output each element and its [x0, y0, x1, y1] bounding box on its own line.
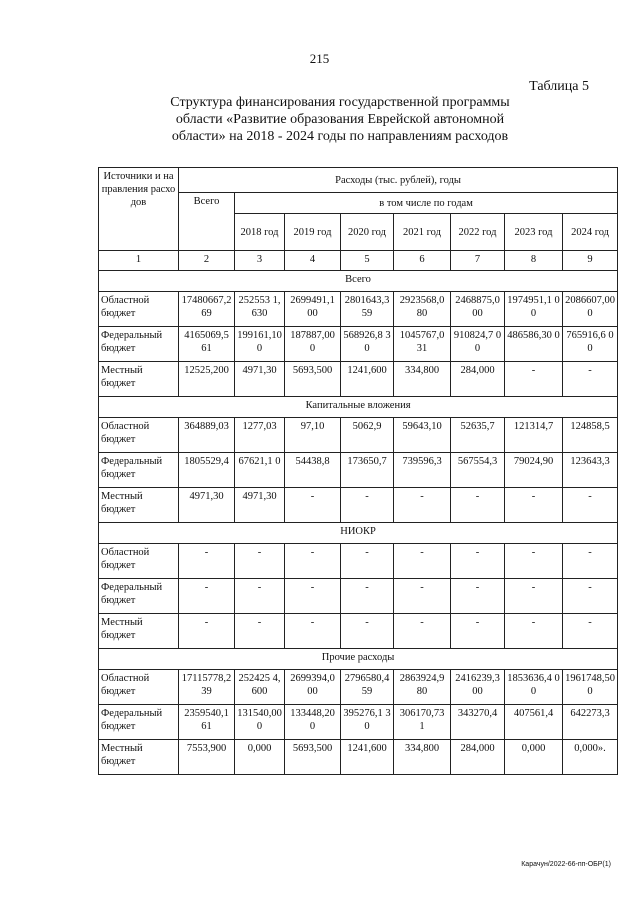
value-cell: 1805529,4 — [179, 453, 235, 488]
value-cell: - — [563, 614, 618, 649]
table-row — [99, 740, 618, 775]
value-cell: - — [341, 488, 394, 523]
header-year: 2023 год — [505, 214, 563, 251]
value-cell: 334,800 — [394, 362, 451, 397]
value-cell: - — [285, 488, 341, 523]
value-cell: 7553,900 — [179, 740, 235, 775]
row-label: Местный бюджет — [99, 614, 179, 649]
header-year: 2021 год — [394, 214, 451, 251]
row-label: Федеральный бюджет — [99, 579, 179, 614]
value-cell: 284,000 — [451, 740, 505, 775]
row-label: Областной бюджет — [99, 670, 179, 705]
value-cell: 133448,20 0 — [285, 705, 341, 740]
value-cell: - — [394, 579, 451, 614]
value-cell: - — [505, 362, 563, 397]
section-row — [99, 397, 618, 418]
title-line: Структура финансирования государственной программы — [170, 95, 510, 110]
value-cell: 407561,4 — [505, 705, 563, 740]
header-sources: Источники и направления расходов — [99, 168, 179, 251]
value-cell: - — [394, 614, 451, 649]
value-cell: 252425 4,600 — [235, 670, 285, 705]
table-row — [99, 670, 618, 705]
value-cell: 121314,7 — [505, 418, 563, 453]
value-cell: - — [341, 579, 394, 614]
header-year: 2018 год — [235, 214, 285, 251]
value-cell: 1045767,0 31 — [394, 327, 451, 362]
row-label: Местный бюджет — [99, 362, 179, 397]
value-cell: 567554,3 — [451, 453, 505, 488]
value-cell: 334,800 — [394, 740, 451, 775]
value-cell: 2863924,9 80 — [394, 670, 451, 705]
value-cell: - — [394, 544, 451, 579]
value-cell: 2086607,000 — [563, 292, 618, 327]
financing-table — [98, 167, 618, 775]
section-title: НИОКР — [99, 523, 618, 544]
column-number: 3 — [235, 251, 285, 271]
value-cell: - — [505, 488, 563, 523]
header-year: 2024 год — [563, 214, 618, 251]
row-label: Областной бюджет — [99, 544, 179, 579]
value-cell: - — [451, 614, 505, 649]
value-cell: 79024,90 — [505, 453, 563, 488]
row-label: Федеральный бюджет — [99, 453, 179, 488]
value-cell: 1974951,1 00 — [505, 292, 563, 327]
value-cell: 5062,9 — [341, 418, 394, 453]
value-cell: - — [505, 544, 563, 579]
value-cell: 59643,10 — [394, 418, 451, 453]
value-cell: - — [451, 579, 505, 614]
document-title — [100, 94, 580, 145]
value-cell: 2923568,0 80 — [394, 292, 451, 327]
value-cell: 173650,7 — [341, 453, 394, 488]
row-label: Областной бюджет — [99, 418, 179, 453]
column-number: 9 — [563, 251, 618, 271]
value-cell: - — [285, 579, 341, 614]
column-number: 6 — [394, 251, 451, 271]
value-cell: 199161,100 — [235, 327, 285, 362]
table-row — [99, 614, 618, 649]
value-cell: 0,000». — [563, 740, 618, 775]
value-cell: 17115778,239 — [179, 670, 235, 705]
value-cell: - — [451, 544, 505, 579]
value-cell: 1277,03 — [235, 418, 285, 453]
value-cell: 0,000 — [505, 740, 563, 775]
value-cell: 54438,8 — [285, 453, 341, 488]
header-by-years: в том числе по годам — [235, 193, 618, 214]
value-cell: 4165069,5 61 — [179, 327, 235, 362]
value-cell: - — [341, 544, 394, 579]
value-cell: 910824,7 00 — [451, 327, 505, 362]
value-cell: 306170,73 1 — [394, 705, 451, 740]
column-number: 8 — [505, 251, 563, 271]
table-row — [99, 292, 618, 327]
table-row — [99, 544, 618, 579]
value-cell: - — [235, 579, 285, 614]
value-cell: - — [505, 579, 563, 614]
table-row — [99, 453, 618, 488]
section-title: Прочие расходы — [99, 649, 618, 670]
column-number: 5 — [341, 251, 394, 271]
table-row — [99, 705, 618, 740]
header-year: 2020 год — [341, 214, 394, 251]
row-label: Федеральный бюджет — [99, 327, 179, 362]
header-total: Всего — [179, 193, 235, 251]
header-year: 2019 год — [285, 214, 341, 251]
value-cell: 2699491,1 00 — [285, 292, 341, 327]
table-row — [99, 579, 618, 614]
header-expenses: Расходы (тыс. рублей), годы — [179, 168, 618, 193]
value-cell: 642273,3 — [563, 705, 618, 740]
value-cell: - — [179, 544, 235, 579]
row-label: Федеральный бюджет — [99, 705, 179, 740]
value-cell: 2468875,000 — [451, 292, 505, 327]
value-cell: 0,000 — [235, 740, 285, 775]
value-cell: 12525,200 — [179, 362, 235, 397]
value-cell: 395276,1 30 — [341, 705, 394, 740]
table-row — [99, 488, 618, 523]
value-cell: 364889,03 — [179, 418, 235, 453]
value-cell: 1961748,500 — [563, 670, 618, 705]
value-cell: - — [285, 544, 341, 579]
header-year: 2022 год — [451, 214, 505, 251]
section-title: Капитальные вложения — [99, 397, 618, 418]
row-label: Местный бюджет — [99, 488, 179, 523]
value-cell: 568926,8 30 — [341, 327, 394, 362]
title-line: области «Развитие образования Еврейской автономной — [175, 112, 505, 127]
column-number: 7 — [451, 251, 505, 271]
value-cell: - — [563, 579, 618, 614]
table-row — [99, 362, 618, 397]
value-cell: 97,10 — [285, 418, 341, 453]
value-cell: 2796580,459 — [341, 670, 394, 705]
value-cell: 2416239,300 — [451, 670, 505, 705]
value-cell: 17480667,269 — [179, 292, 235, 327]
row-label: Областной бюджет — [99, 292, 179, 327]
value-cell: 2699394,0 00 — [285, 670, 341, 705]
row-label: Местный бюджет — [99, 740, 179, 775]
table-row — [99, 418, 618, 453]
value-cell: 4971,30 — [179, 488, 235, 523]
value-cell: 765916,6 00 — [563, 327, 618, 362]
value-cell: - — [341, 614, 394, 649]
column-number: 2 — [179, 251, 235, 271]
value-cell: 4971,30 — [235, 488, 285, 523]
value-cell: - — [451, 488, 505, 523]
value-cell: 2801643,359 — [341, 292, 394, 327]
section-row — [99, 523, 618, 544]
value-cell: - — [179, 614, 235, 649]
section-row — [99, 271, 618, 292]
value-cell: - — [285, 614, 341, 649]
value-cell: 739596,3 — [394, 453, 451, 488]
value-cell: 67621,1 0 — [235, 453, 285, 488]
value-cell: 1853636,4 00 — [505, 670, 563, 705]
value-cell: - — [563, 544, 618, 579]
value-cell: 187887,00 0 — [285, 327, 341, 362]
value-cell: 252553 1,630 — [235, 292, 285, 327]
value-cell: 2359540,1 61 — [179, 705, 235, 740]
value-cell: - — [394, 488, 451, 523]
value-cell: 52635,7 — [451, 418, 505, 453]
value-cell: - — [235, 614, 285, 649]
section-row — [99, 649, 618, 670]
value-cell: 1241,600 — [341, 740, 394, 775]
column-number: 1 — [99, 251, 179, 271]
table-row — [99, 327, 618, 362]
column-number: 4 — [285, 251, 341, 271]
value-cell: 123643,3 — [563, 453, 618, 488]
value-cell: 343270,4 — [451, 705, 505, 740]
table-label: Таблица 5 — [529, 79, 589, 94]
value-cell: 284,000 — [451, 362, 505, 397]
title-line: области» на 2018 - 2024 годы по направлениям расходов — [171, 129, 509, 144]
value-cell: 5693,500 — [285, 740, 341, 775]
value-cell: 486586,30 0 — [505, 327, 563, 362]
value-cell: 4971,30 — [235, 362, 285, 397]
page-number: 215 — [309, 51, 330, 66]
value-cell: - — [563, 488, 618, 523]
value-cell: 5693,500 — [285, 362, 341, 397]
value-cell: - — [235, 544, 285, 579]
value-cell: - — [179, 579, 235, 614]
value-cell: 1241,600 — [341, 362, 394, 397]
value-cell: 124858,5 — [563, 418, 618, 453]
value-cell: - — [505, 614, 563, 649]
value-cell: 131540,000 — [235, 705, 285, 740]
footer-code: Карачун/2022-66-пп-ОБР(1) — [521, 861, 611, 868]
value-cell: - — [563, 362, 618, 397]
section-title: Всего — [99, 271, 618, 292]
